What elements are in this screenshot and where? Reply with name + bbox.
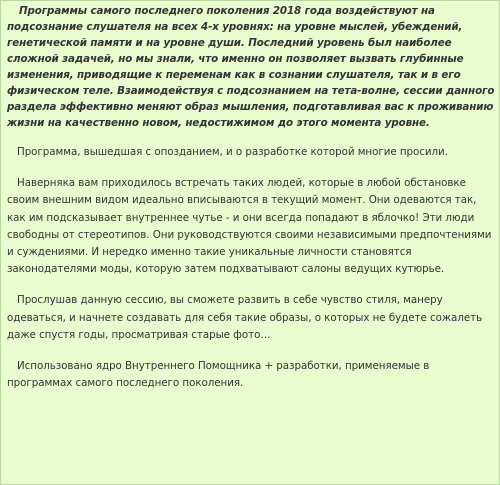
- description-content: [7, 3, 495, 406]
- intro-paragraph: Программы самого последнего поколения 2018 года воздействуют на подсознание слушателя на всех 4-х уровнях: на уровне мыслей, убеждений, генетической памяти и на уровне души. Последний уровень был наиболее сложной задачей, но мы знали, что именно он позволяет вызвать глубинные изменения, приводящие к переменам как в сознании слушателя, так и в его физическом теле. Взаимодействуя с подсознанием на тета-волне, сессии данного раздела эффективно меняют образ мышления, подготавливая вас к проживанию жизни на качественно новом, недостижимом до этого момента уровне.: [7, 5, 495, 129]
- paragraph-late-release: Программа, вышедшая с опозданием, и о разработке которой многие просили.: [17, 146, 448, 158]
- paragraph-core-used: Использовано ядро Внутреннего Помощника + разработки, применяемые в программах самого последнего поколения.: [7, 360, 430, 390]
- paragraph-session-benefit: Прослушав данную сессию, вы сможете развить в себе чувство стиля, манеру одеваться, и начнете создавать для себя такие образы, о которых не будете сожалеть даже спустя годы, просматривая старые фото…: [7, 294, 483, 341]
- paragraph-style-people: Наверняка вам приходилось встречать таких людей, которые в любой обстановке своим внешним видом идеально вписываются в текущий момент. Они одеваются так, как им подсказывает внутреннее чутье - и они всегда попадают в яблочко! Эти люди свободны от стереотипов. Они руководствуются своими независимыми предпочтениями и суждениями. И нередко именно такие уникальные личности становятся законодателями моды, которую затем подхватывают салоны ведущих кутюрье.: [7, 177, 492, 276]
